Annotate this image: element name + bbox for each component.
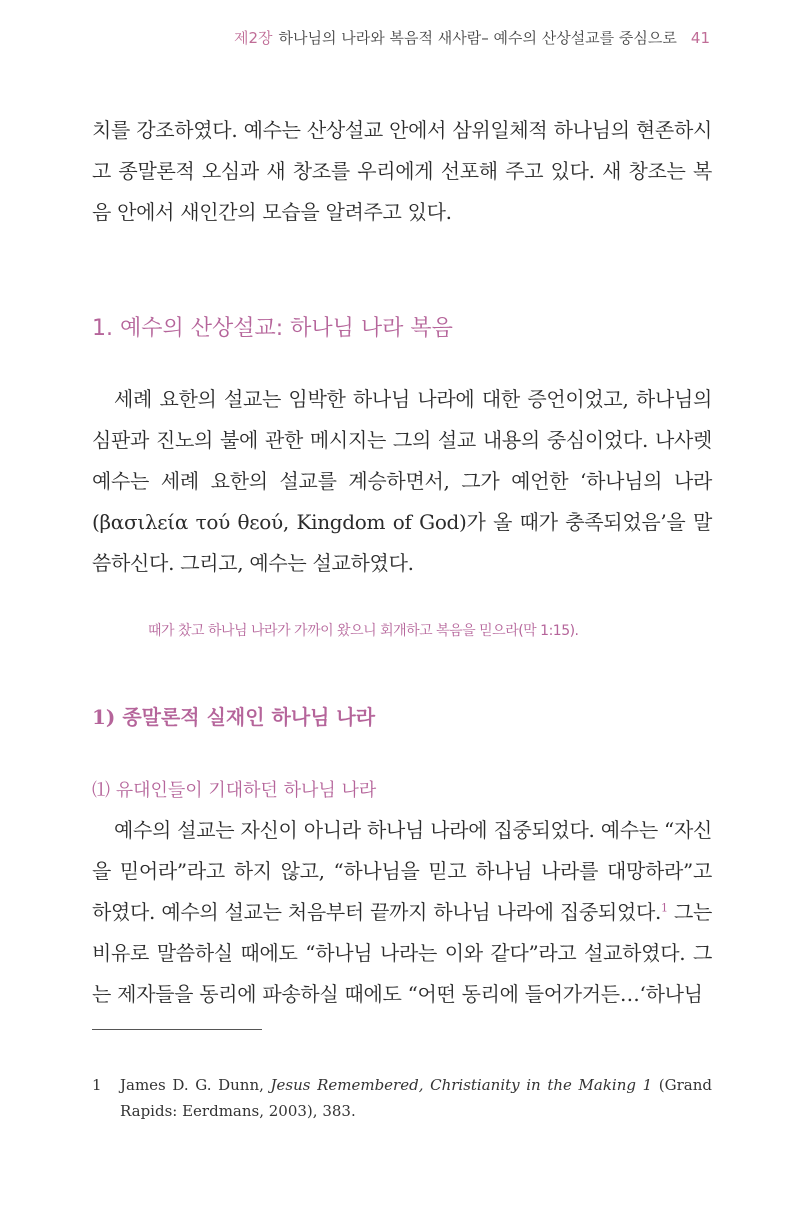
chapter-title: 하나님의 나라와 복음적 새사람– 예수의 산상설교를 중심으로 [278, 29, 677, 47]
running-header [234, 27, 710, 48]
footnote-reference[interactable]: 1 [661, 901, 668, 915]
scripture-quote: 때가 찼고 하나님 나라가 가까이 왔으니 회개하고 복음을 믿으라(막 1:15). [148, 623, 579, 639]
paragraph-text-part-b: 그는 비유로 말씀하실 때에도 “하나님 나라는 이와 같다”라고 설교하였다. 그는 제자들을 동리에 파송하실 때에도 “어떤 동리에 들어가거든…‘하나님 [92, 900, 712, 1006]
footnote-number: 1 [92, 1076, 102, 1094]
subsection-heading: 1) 종말론적 실재인 하나님 나라 [92, 705, 376, 729]
paragraph-text-part-a: 예수의 설교는 자신이 아니라 하나님 나라에 집중되었다. 예수는 “자신을 믿어라”라고 하지 않고, “하나님을 믿고 하나님 나라를 대망하라”고 하였다. 예수의 설교는 처음부터 끝까지 하나님 나라에 집중되었다. [92, 818, 712, 924]
paragraph-john-the-baptist: 세례 요한의 설교는 임박한 하나님 나라에 대한 증언이었고, 하나님의 심판과 진노의 불에 관한 메시지는 그의 설교 내용의 중심이었다. 나사렛 예수는 세례 요한의 설교를 계승하면서, 그가 예언한 ‘하나님의 나라(βασιλεία τού θεού, Kingdom of God)가 올 때가 충족되었음’을 말씀하신다. 그리고, 예수는 설교하였다. [92, 387, 712, 575]
chapter-label: 제2장 [234, 29, 273, 47]
footnote-publication: (Grand Rapids: Eerdmans, 2003), 383. [120, 1076, 712, 1120]
footnote-text [120, 1072, 712, 1124]
paragraph-continued: 치를 강조하였다. 예수는 산상설교 안에서 삼위일체적 하나님의 현존하시고 종말론적 오심과 새 창조를 우리에게 선포해 주고 있다. 새 창조는 복음 안에서 새인간의 모습을 알려주고 있다. [92, 118, 712, 224]
section-heading: 1. 예수의 산상설교: 하나님 나라 복음 [92, 316, 453, 341]
paragraph-kingdom-focus [92, 810, 712, 1015]
footnote-book-title: Jesus Remembered, Christianity in the Making 1 [270, 1076, 653, 1094]
page-number: 41 [690, 29, 710, 47]
footnote-divider [92, 1029, 262, 1030]
footnote-author: James D. G. Dunn, [120, 1076, 271, 1094]
subsubsection-heading: ⑴ 유대인들이 기대하던 하나님 나라 [92, 780, 377, 801]
footnote [92, 1072, 712, 1124]
